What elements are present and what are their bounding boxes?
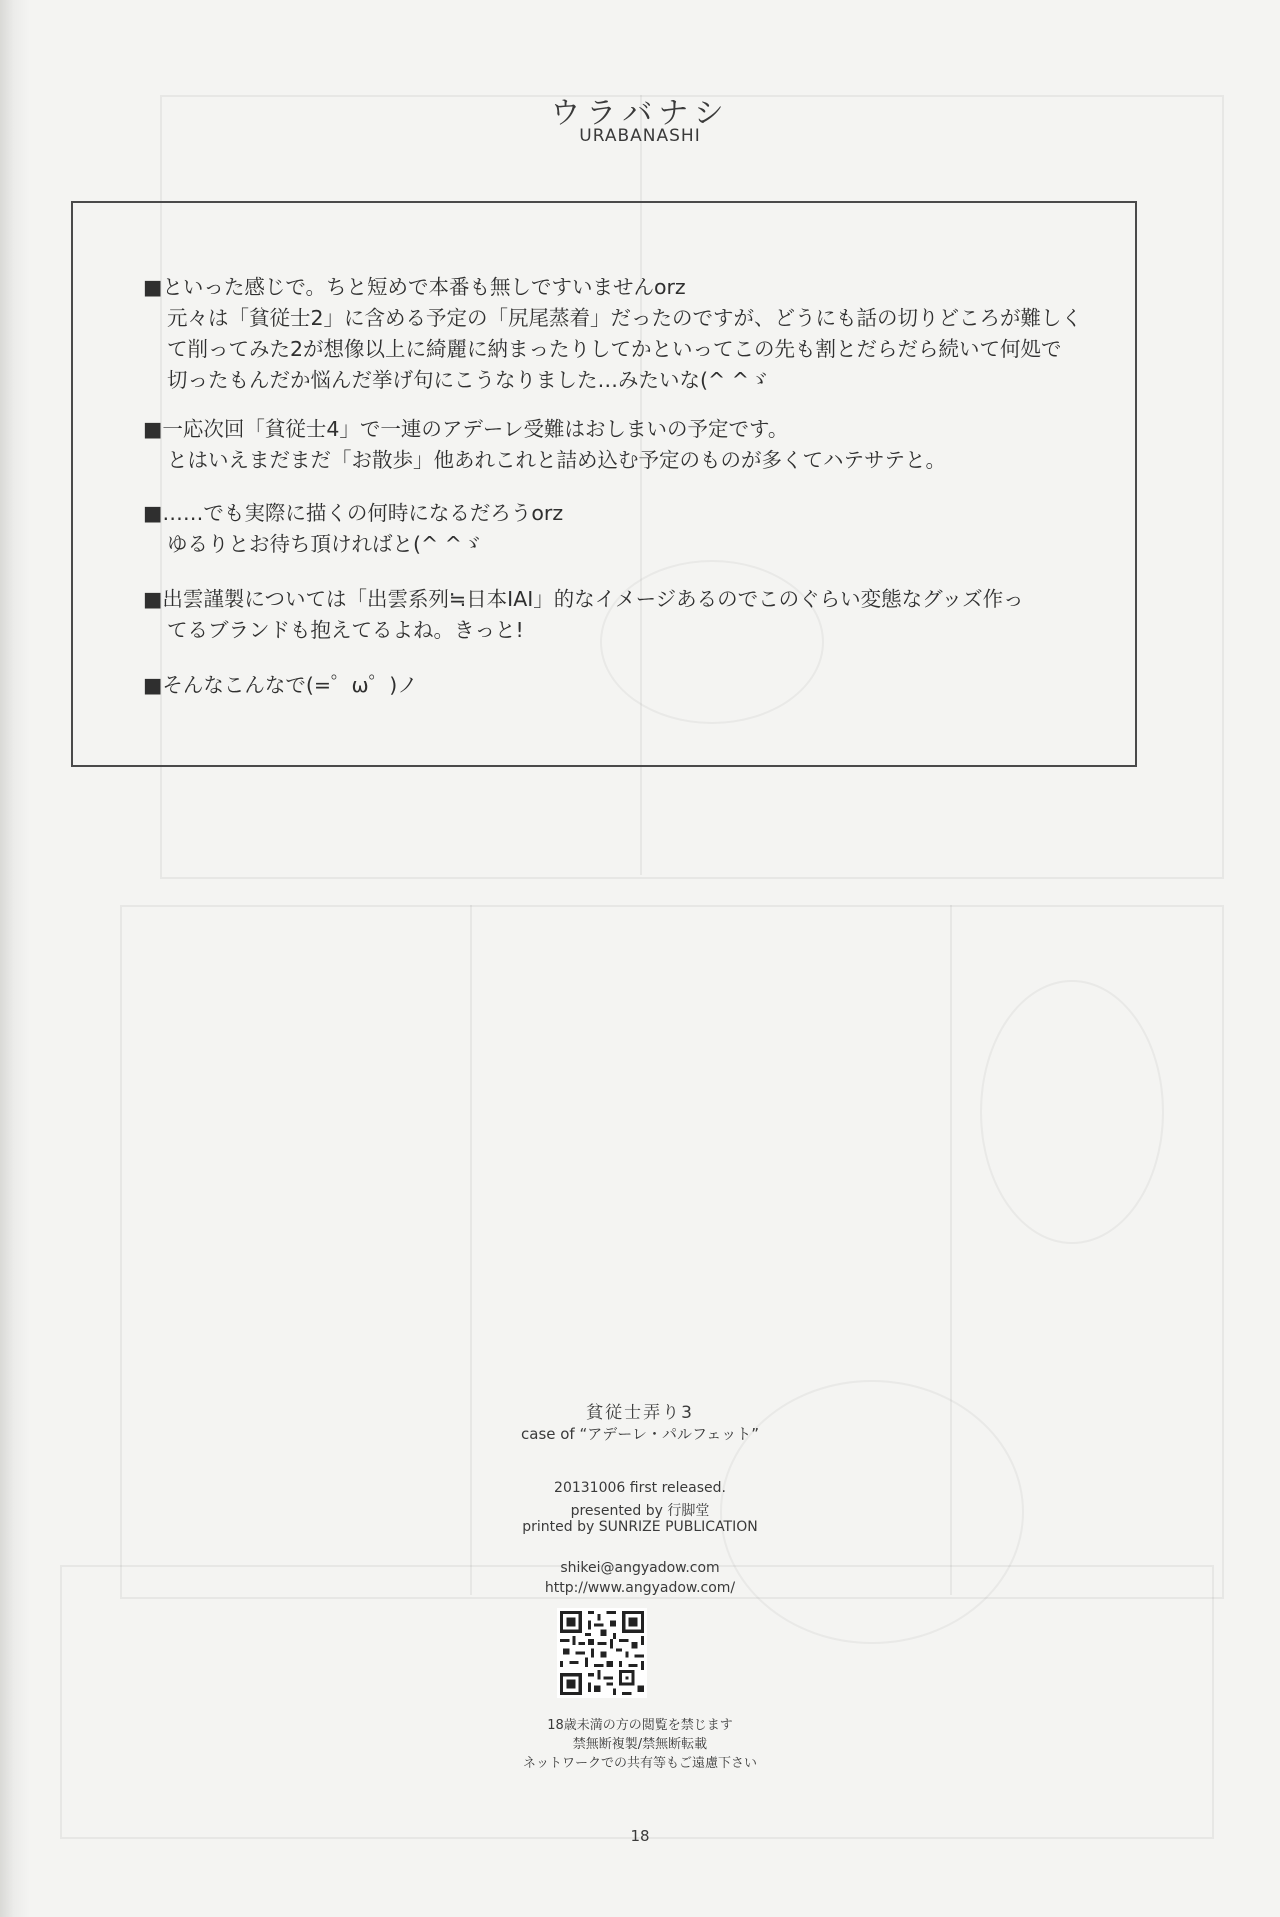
note-paragraph-4 — [143, 584, 1103, 646]
background-sketch-panel — [60, 1565, 1214, 1839]
note-line: ■……でも実際に描くの何時になるだろうorz — [143, 501, 564, 525]
note-line: てるブランドも抱えてるよね。きっと! — [167, 618, 524, 642]
colophon-url: http://www.angyadow.com/ — [544, 1580, 736, 1596]
colophon-case: case of “アデーレ・パルフェット” — [521, 1425, 759, 1443]
note-line: 元々は「貧従士2」に含める予定の「尻尾蒸着」だったのですが、どうにも話の切りどころが難しく — [167, 306, 1083, 330]
note-line: 切ったもんだか悩んだ挙げ句にこうなりました…みたいな(^ ^ゞ — [167, 368, 770, 392]
note-paragraph-3 — [143, 498, 1103, 560]
note-paragraph-5 — [143, 670, 1103, 701]
colophon-warning-copy: 禁無断複製/禁無断転載 — [572, 1737, 708, 1752]
background-sketch-shape — [980, 980, 1164, 1244]
header-title-jp: ウラバナシ — [550, 96, 730, 131]
note-line: ■一応次回「貧従士4」で一連のアデーレ受難はおしまいの予定です。 — [143, 417, 789, 441]
note-paragraph-1 — [143, 272, 1103, 396]
note-line: て削ってみた2が想像以上に綺麗に納まったりしてかといってこの先も割とだらだら続いて何処で — [167, 337, 1062, 361]
colophon-email: shikei@angyadow.com — [560, 1560, 720, 1576]
note-line: ゆるりとお待ち頂ければと(^ ^ゞ — [167, 532, 483, 556]
page-number: 18 — [630, 1827, 650, 1845]
qr-code-icon — [557, 1608, 647, 1698]
note-line: とはいえまだまだ「お散歩」他あれこれと詰め込む予定のものが多くてハテサテと。 — [167, 448, 946, 472]
header-title-en: URABANASHI — [579, 126, 701, 146]
note-line: ■出雲謹製については「出雲系列≒日本IAI」的なイメージあるのでこのぐらい変態なグッズ作っ — [143, 587, 1024, 611]
colophon-presented: presented by 行脚堂 — [570, 1503, 710, 1519]
colophon-printed: printed by SUNRIZE PUBLICATION — [522, 1519, 758, 1535]
note-line: ■そんなこんなで(=゜ω゜)ノ — [143, 673, 418, 697]
note-paragraph-2 — [143, 414, 1103, 476]
note-line: ■といった感じで。ちと短めで本番も無しですいませんorz — [143, 275, 686, 299]
colophon-warning-share: ネットワークでの共有等もご遠慮下さい — [522, 1756, 757, 1771]
colophon-warning-age: 18歳未満の方の閲覧を禁じます — [547, 1718, 733, 1733]
colophon-title: 貧従士弄り3 — [586, 1403, 694, 1423]
colophon-release: 20131006 first released. — [554, 1480, 726, 1496]
